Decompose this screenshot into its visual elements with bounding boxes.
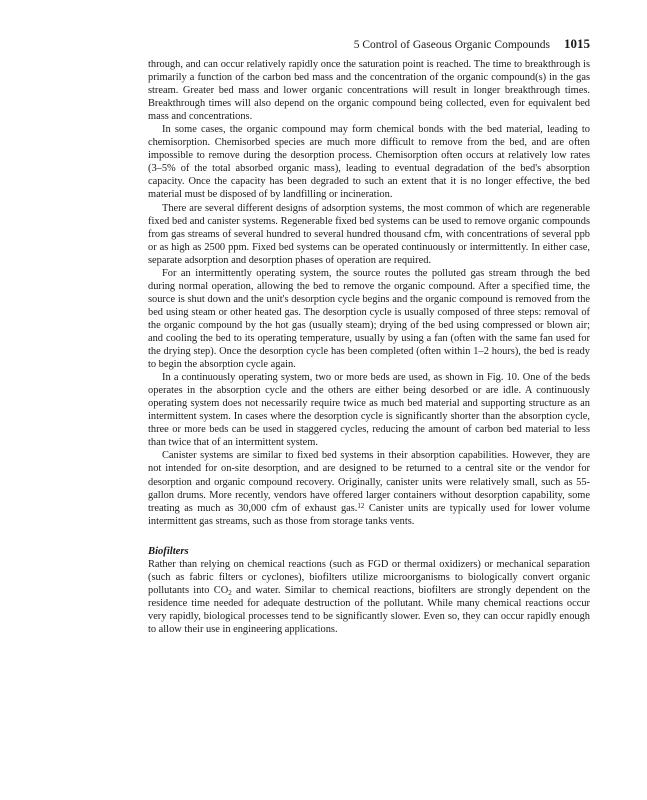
paragraph-adsorption-designs: There are several different designs of adsorption systems, the most common of which are regenerable fixed bed and canister systems. Regenerable fixed bed systems can be used to remove organic compounds from gas streams of several hundred to several hundred thousand cfm, with concentrations of several ppb or as high as 2500 ppm. Fixed bed systems can be operated continuously or intermittently. In either case, separate adsorption and desorption phases of operation are required.	[148, 202, 590, 266]
co2-subscript: 2	[228, 588, 232, 597]
paragraph-biofilters	[148, 558, 590, 636]
biofilters-text-part1: Rather than relying on chemical reactions (such as FGD or thermal oxidizers) or mechanical separation (such as fabric filters or cyclones), biofilters utilize microorganisms to biologically convert organic pollutants into CO	[148, 558, 590, 596]
running-head	[148, 36, 590, 52]
biofilters-text-part2: and water. Similar to chemical reactions, biofilters are strongly dependent on the residence time needed for adequate destruction of the pollutant. While many chemical reactions occur very rapidly, biological processes tend to be significantly slower. Even so, they can occur rapidly enough to allow their use in engineering applications.	[148, 584, 591, 635]
paragraph-chemisorption: In some cases, the organic compound may form chemical bonds with the bed material, leading to chemisorption. Chemisorbed species are much more difficult to remove from the bed, and are often impossible to remove during the desorption process. Chemisorption often occurs at relatively low rates (3–5% of the total absorbed organic mass), leading to eventual degradation of the bed's absorption capacity. Once the capacity has been degraded to such an extent that it is no longer effective, the bed material must be disposed of by landfilling or incineration.	[148, 124, 590, 201]
paragraph-intermittent-system: For an intermittently operating system, the source routes the polluted gas stream through the bed during normal operation, allowing the bed to remove the organic compound. After a specified time, the source is shut down and the unit's desorption cycle begins and the organic compound is removed from the bed using steam or other heated gas. The desorption cycle is usually composed of three steps: removal of the organic compound by the hot gas (usually steam); drying of the bed using compressed or blown air; and cooling the bed to its operating temperature, usually by using a fan (often with the same fan used for the drying step). Once the desorption cycle has been completed (often within 1–2 hours), the bed is ready to begin the absorption cycle again.	[148, 267, 590, 371]
book-page	[148, 36, 590, 636]
canister-text-part1: Canister systems are similar to fixed bed systems in their absorption capabilities. However, they are not intended for on-site desorption, and are designed to be returned to a central site or the vendor for desorption and organic compound recovery. Originally, canister units were relatively small, such as 55-gallon drums. More recently, vendors have offered larger containers without desorption capability, some treating as much as 30,000 cfm of exhaust gas.	[148, 450, 590, 514]
body-text	[148, 58, 590, 636]
canister-text-part2: Canister units are typically used for lower volume intermittent gas streams, such as those from storage tanks vents.	[148, 502, 590, 527]
paragraph-canister-systems	[148, 449, 590, 527]
reference-superscript: 12	[357, 501, 365, 510]
page-number: 1015	[564, 36, 590, 51]
paragraph-continuous-system: In a continuously operating system, two or more beds are used, as shown in Fig. 10. One of the beds operates in the absorption cycle and the others are either being desorbed or are idle. A continuously operating system does not necessarily require twice as much bed material and supporting structure as an intermittent system. In cases where the desorption cycle is significantly shorter than the absorption cycle, three or more beds can be used in staggered cycles, reducing the amount of carbon bed material to less than twice that of an intermittent system.	[148, 372, 590, 449]
section-heading-biofilters: Biofilters	[148, 545, 189, 557]
chapter-title: 5 Control of Gaseous Organic Compounds	[353, 39, 550, 51]
paragraph-breakthrough: through, and can occur relatively rapidly once the saturation point is reached. The time to breakthrough is primarily a function of the carbon bed mass and the concentration of the organic compound(s) in the gas stream. Greater bed mass and lower organic concentrations will result in longer breakthrough times. Breakthrough times will also depend on the organic compound being collected, even for equivalent bed mass and concentrations.	[148, 59, 590, 123]
